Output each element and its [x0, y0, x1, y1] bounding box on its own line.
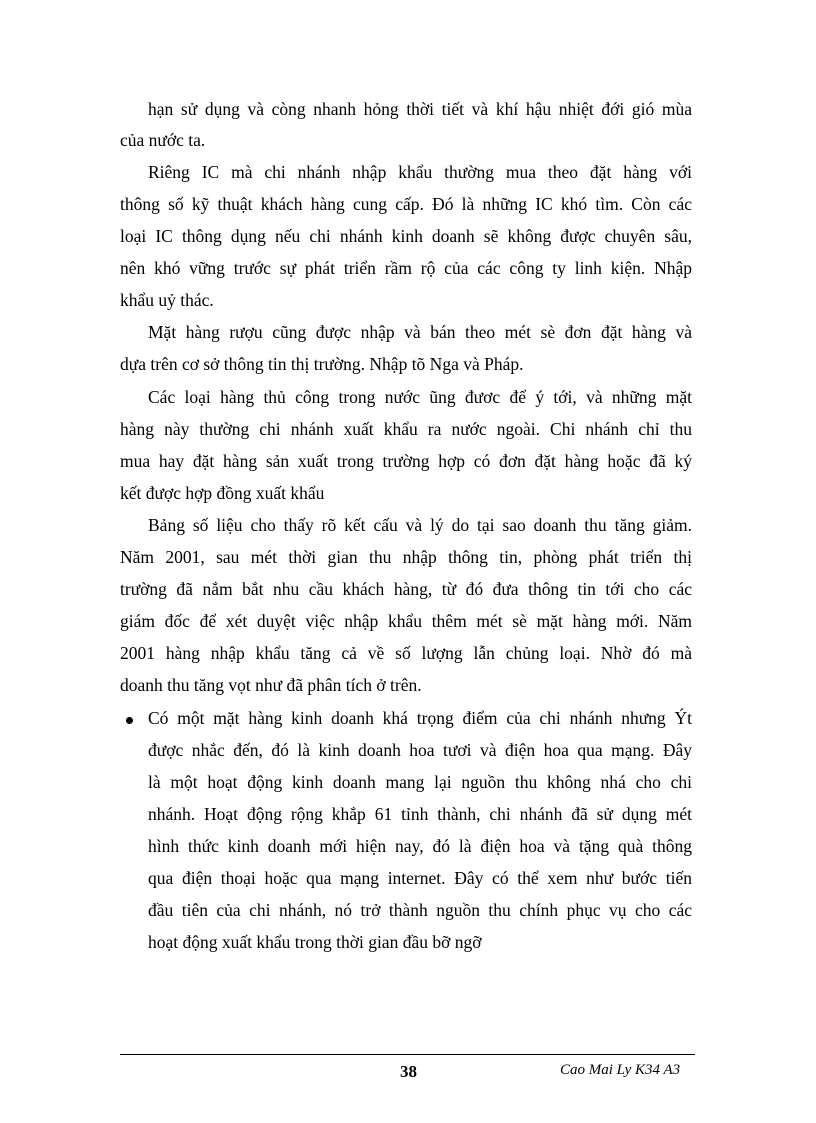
text-line: Bảng số liệu cho thấy rõ kết cấu và lý do tại sao doanh thu tăng giảm.	[148, 515, 692, 535]
text-line: trường đã nắm bắt nhu cầu khách hàng, từ đó đưa thông tin tới cho các	[120, 579, 692, 599]
text-line: nên khó vững trước sự phát triển rầm rộ của các công ty linh kiện. Nhập	[120, 258, 692, 278]
text-line: được nhắc đến, đó là kinh doanh hoa tươi và điện hoa qua mạng. Đây	[148, 740, 692, 760]
text-line: Các loại hàng thủ công trong nước ũng đươc để ý tới, và những mặt	[148, 387, 692, 407]
text-line: mua hay đặt hàng sản xuất trong trường hợp có đơn đặt hàng hoặc đã ký	[120, 451, 692, 471]
text-line: hàng này thường chi nhánh xuất khẩu ra nước ngoài. Chi nhánh chỉ thu	[120, 419, 692, 439]
text-line: kết được hợp đồng xuất khẩu	[120, 483, 325, 503]
text-line: hoạt động xuất khẩu trong thời gian đầu bỡ ngỡ	[148, 932, 482, 952]
text-line: hình thức kinh doanh mới hiện nay, đó là điện hoa và tặng quà thông	[148, 836, 692, 856]
text-line: Mặt hàng rượu cũng được nhập và bán theo mét sè đơn đặt hàng và	[148, 322, 692, 342]
bullet-dot-icon	[126, 717, 133, 724]
text-line: Riêng IC mà chi nhánh nhập khẩu thường mua theo đặt hàng với	[148, 162, 692, 182]
text-line: nhánh. Hoạt động rộng khắp 61 tỉnh thành, chi nhánh đã sử dụng mét	[148, 804, 692, 824]
text-line: 2001 hàng nhập khẩu tăng cả về số lượng lẫn chủng loại. Nhờ đó mà	[120, 643, 692, 663]
text-line: khẩu uỷ thác.	[120, 290, 214, 310]
text-line: của nước ta.	[120, 130, 206, 150]
text-line: hạn sử dụng và còng nhanh hỏng thời tiết và khí hậu nhiệt đới gió mùa	[148, 99, 692, 119]
footer-divider	[120, 1054, 695, 1055]
text-line: Năm 2001, sau mét thời gian thu nhập thông tin, phòng phát triển thị	[120, 547, 692, 567]
text-line: qua điện thoại hoặc qua mạng internet. Đây có thể xem như bước tiến	[148, 868, 692, 888]
text-line: là một hoạt động kinh doanh mang lại nguồn thu không nhá cho chi	[148, 772, 692, 792]
text-line: thông số kỹ thuật khách hàng cung cấp. Đó là những IC khó tìm. Còn các	[120, 194, 692, 214]
text-line: dựa trên cơ sở thông tin thị trường. Nhập tõ Nga và Pháp.	[120, 354, 524, 374]
footer-author: Cao Mai Ly K34 A3	[560, 1062, 681, 1078]
text-line: đầu tiên của chi nhánh, nó trở thành nguồn thu chính phục vụ cho các	[148, 900, 692, 920]
text-line: doanh thu tăng vọt như đã phân tích ở trên.	[120, 675, 422, 695]
text-line: giám đốc để xét duyệt việc nhập khẩu thêm mét sè mặt hàng mới. Năm	[120, 611, 692, 631]
page-number: 38	[400, 1062, 417, 1081]
text-line: Có một mặt hàng kinh doanh khá trọng điểm của chi nhánh nhưng Ýt	[148, 708, 692, 728]
text-line: loại IC thông dụng nếu chi nhánh kinh doanh sẽ không được chuyên sâu,	[120, 226, 692, 246]
